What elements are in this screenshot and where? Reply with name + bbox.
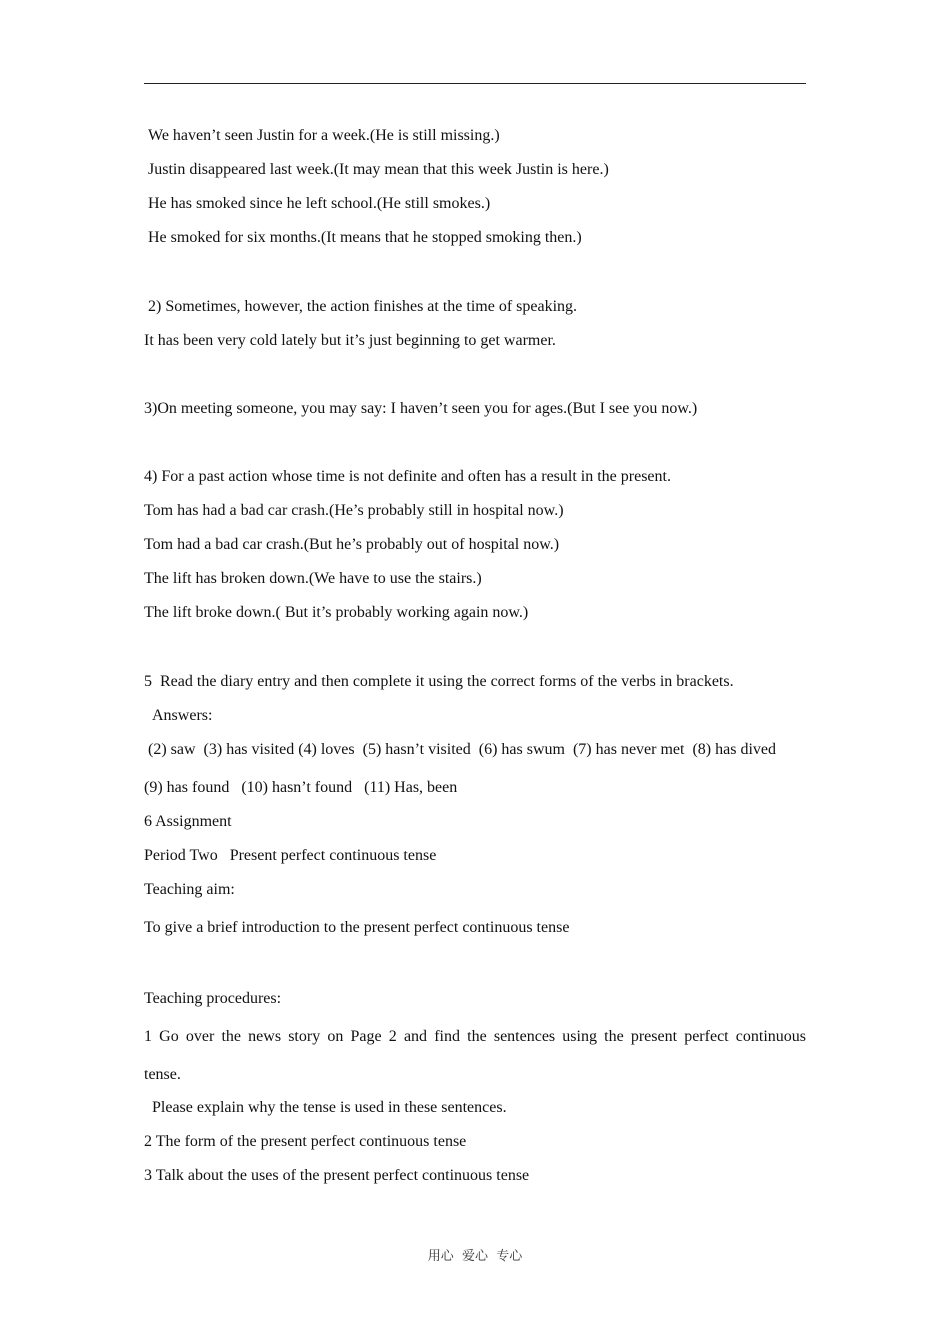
usage-point-4: 4) For a past action whose time is not definite and often has a result in the present. [144,468,671,485]
exercise-5-instruction: 5 Read the diary entry and then complete it using the correct forms of the verbs in brackets. [144,673,734,690]
teaching-procedures-heading: Teaching procedures: [144,990,282,1007]
period-title: Period Two Present perfect continuous tense [144,847,437,864]
usage-point-3: 3)On meeting someone, you may say: I haven’t seen you for ages.(But I see you now.) [144,400,698,417]
procedure-step-3: 3 Talk about the uses of the present perfect continuous tense [144,1167,530,1184]
answers-line: (2) saw (3) has visited (4) loves (5) hasn’t visited (6) has swum (7) has never met (8) has dived [148,741,776,758]
procedure-step-1-cont: tense. [144,1066,181,1083]
procedure-step-1: 1 Go over the news story on Page 2 and find the sentences using the present perfect continuous [144,1028,806,1045]
example-sentence: The lift broke down.( But it’s probably working again now.) [144,604,529,621]
answers-heading: Answers: [152,707,213,724]
header-rule [144,83,806,84]
teaching-aim-heading: Teaching aim: [144,881,235,898]
answers-line: (9) has found (10) hasn’t found (11) Has, been [144,779,458,796]
example-sentence: It has been very cold lately but it’s just beginning to get warmer. [144,332,556,349]
usage-point-2: 2) Sometimes, however, the action finishes at the time of speaking. [148,298,578,315]
page-footer: 用心 爱心 专心 [427,1249,523,1264]
assignment-heading: 6 Assignment [144,813,232,830]
example-sentence: Justin disappeared last week.(It may mean that this week Justin is here.) [148,161,609,178]
teaching-aim-text: To give a brief introduction to the present perfect continuous tense [144,919,570,936]
example-sentence: We haven’t seen Justin for a week.(He is still missing.) [148,127,500,144]
example-sentence: He smoked for six months.(It means that he stopped smoking then.) [148,229,582,246]
procedure-step-1-note: Please explain why the tense is used in these sentences. [152,1099,507,1116]
example-sentence: The lift has broken down.(We have to use the stairs.) [144,570,482,587]
example-sentence: He has smoked since he left school.(He still smokes.) [148,195,491,212]
example-sentence: Tom had a bad car crash.(But he’s probably out of hospital now.) [144,536,560,553]
example-sentence: Tom has had a bad car crash.(He’s probably still in hospital now.) [144,502,564,519]
procedure-step-2: 2 The form of the present perfect continuous tense [144,1133,467,1150]
